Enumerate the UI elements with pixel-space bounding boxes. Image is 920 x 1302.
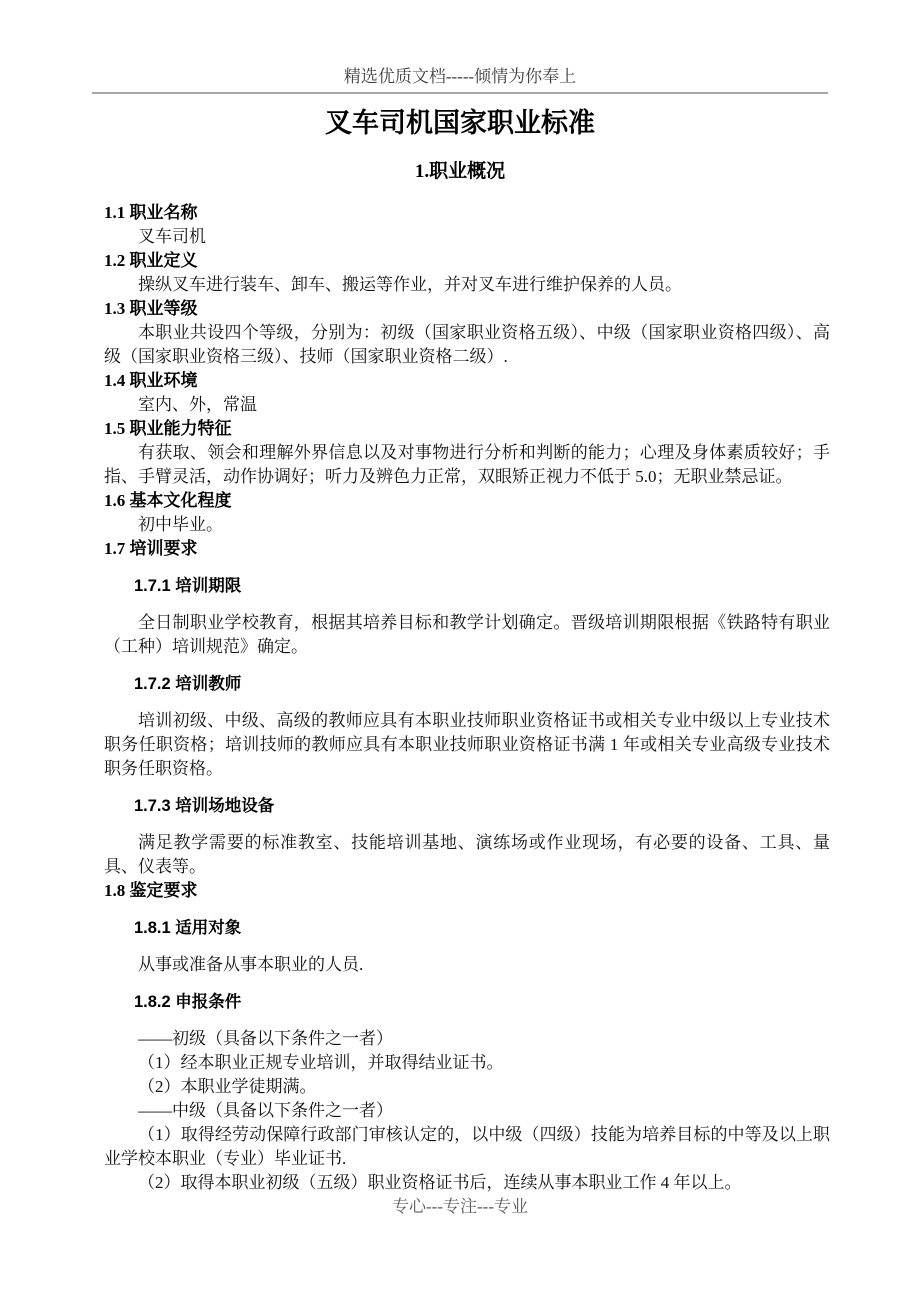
- document-title: 叉车司机国家职业标准: [325, 108, 595, 138]
- paragraph: 叉车司机: [138, 227, 206, 246]
- paragraph: 操纵叉车进行装车、卸车、搬运等作业，并对叉车进行维护保养的人员。: [138, 275, 682, 294]
- section-heading-1-3: 1.3 职业等级: [104, 299, 198, 318]
- paragraph: 从事或准备从事本职业的人员.: [138, 955, 364, 974]
- subsection-heading-1-8-1: 1.8.1 适用对象: [134, 919, 242, 937]
- header-divider: [92, 92, 828, 94]
- section-heading-1-6: 1.6 基本文化程度: [104, 491, 232, 510]
- page-header-text: 精选优质文档-----倾情为你奉上: [343, 67, 577, 86]
- list-item-numbered: （2）取得本职业初级（五级）职业资格证书后，连续从事本职业工作 4 年以上。: [138, 1173, 742, 1192]
- paragraph: 满足教学需要的标准教室、技能培训基地、演练场或作业现场，有必要的设备、工具、量具、仪表等。: [104, 833, 830, 876]
- paragraph: 室内、外，常温: [138, 395, 257, 414]
- subsection-heading-1-7-2: 1.7.2 培训教师: [134, 675, 242, 693]
- section-heading-1-8: 1.8 鉴定要求: [104, 881, 198, 900]
- subsection-heading-1-7-1: 1.7.1 培训期限: [134, 577, 242, 595]
- list-item-dash: ——中级（具备以下条件之一者）: [138, 1101, 393, 1120]
- paragraph: 初中毕业。: [138, 515, 223, 534]
- section-heading-1-7: 1.7 培训要求: [104, 539, 198, 558]
- list-item-numbered: （1）取得经劳动保障行政部门审核认定的，以中级（四级）技能为培养目标的中等及以上职业学校本职业（专业）毕业证书.: [104, 1125, 830, 1168]
- page-footer-text: 专心---专注---专业: [392, 1197, 528, 1216]
- section-heading-1-5: 1.5 职业能力特征: [104, 419, 232, 438]
- paragraph: 培训初级、中级、高级的教师应具有本职业技师职业资格证书或相关专业中级以上专业技术职务任职资格；培训技师的教师应具有本职业技师职业资格证书满 1 年或相关专业高级专业技术职务任职资格。: [104, 711, 830, 778]
- section-heading-1-2: 1.2 职业定义: [104, 251, 198, 270]
- chapter-title: 1.职业概况: [414, 161, 506, 182]
- list-item-numbered: （2）本职业学徒期满。: [138, 1077, 317, 1096]
- paragraph: 全日制职业学校教育，根据其培养目标和教学计划确定。晋级培训期限根据《铁路特有职业（工种）培训规范》确定。: [104, 613, 830, 656]
- paragraph: 有获取、领会和理解外界信息以及对事物进行分析和判断的能力；心理及身体素质较好；手指、手臂灵活，动作协调好；听力及辨色力正常，双眼矫正视力不低于 5.0；无职业禁忌证。: [104, 443, 830, 486]
- section-heading-1-1: 1.1 职业名称: [104, 203, 198, 222]
- subsection-heading-1-7-3: 1.7.3 培训场地设备: [134, 797, 275, 815]
- section-heading-1-4: 1.4 职业环境: [104, 371, 198, 390]
- subsection-heading-1-8-2: 1.8.2 申报条件: [134, 993, 242, 1011]
- document-body: [0, 201, 920, 1195]
- list-item-dash: ——初级（具备以下条件之一者）: [138, 1029, 393, 1048]
- list-item-numbered: （1）经本职业正规专业培训，并取得结业证书。: [138, 1053, 504, 1072]
- paragraph: 本职业共设四个等级，分别为：初级（国家职业资格五级）、中级（国家职业资格四级）、高级（国家职业资格三级）、技师（国家职业资格二级）.: [104, 323, 830, 366]
